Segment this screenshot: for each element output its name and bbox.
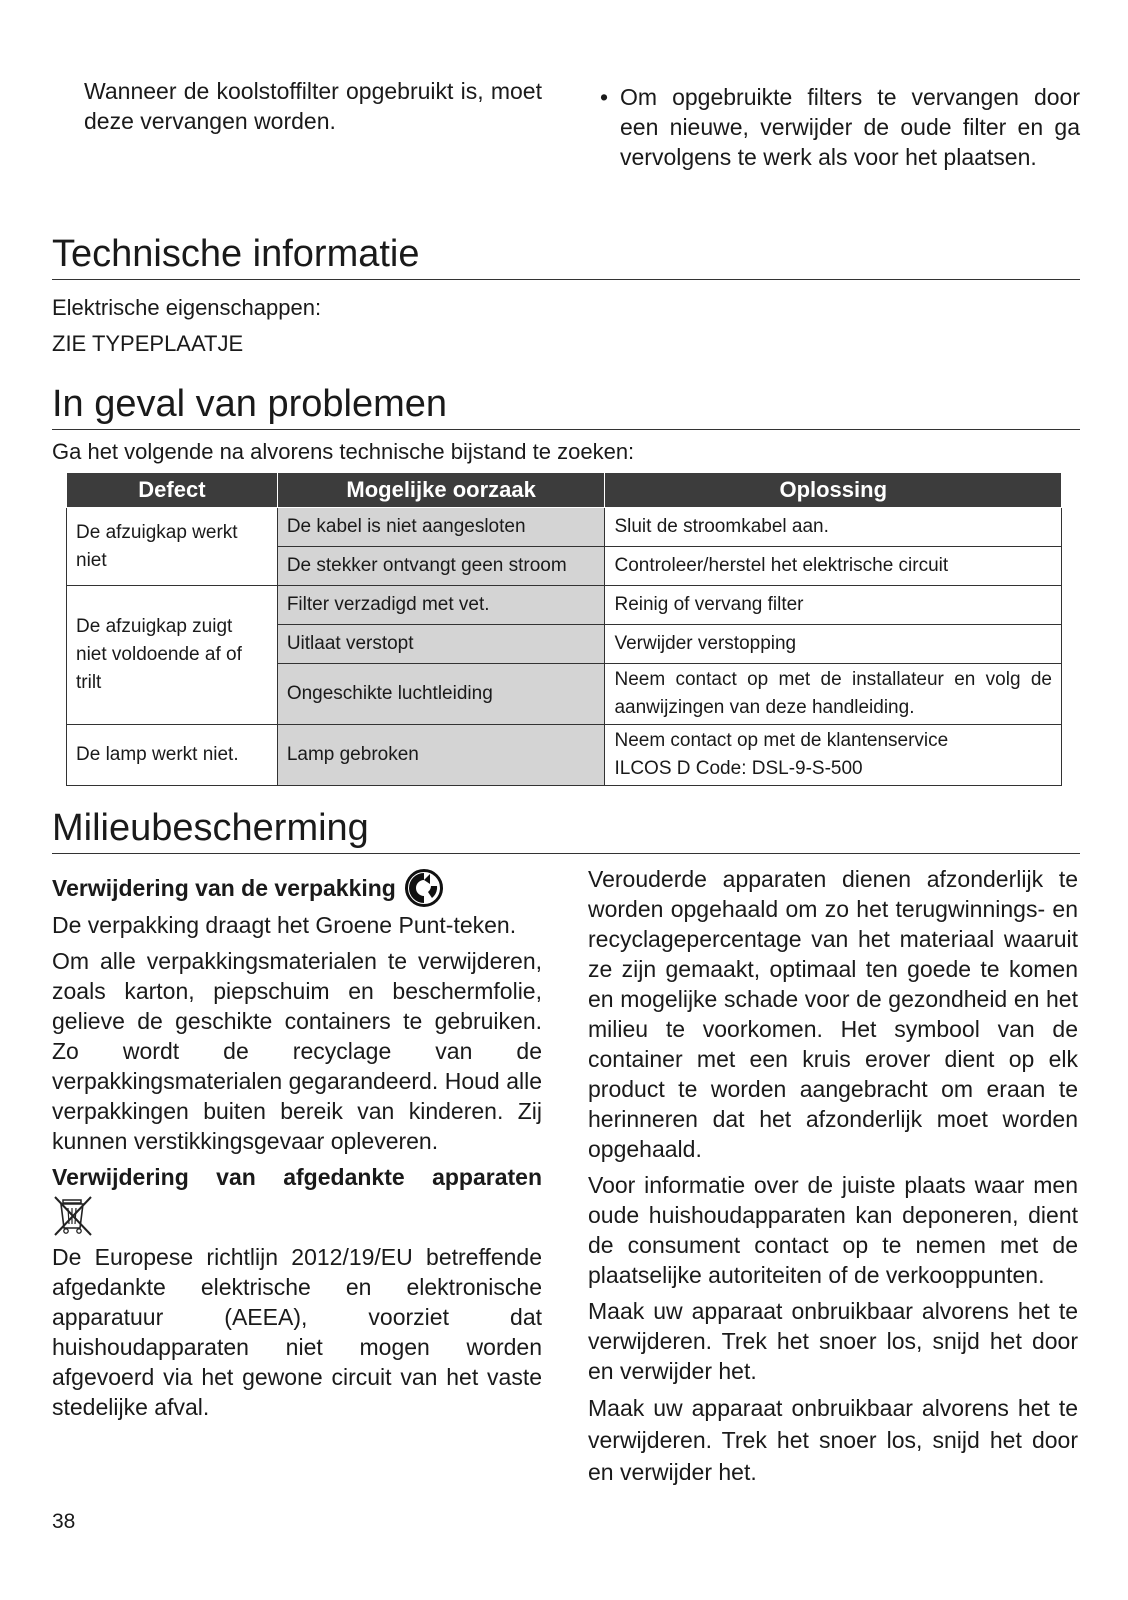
cause-cell: Filter verzadigd met vet.	[277, 586, 605, 625]
packaging-heading-text: Verwijdering van de verpakking	[52, 875, 396, 901]
packaging-paragraph: De verpakking draagt het Groene Punt-teken.	[52, 912, 517, 938]
packaging-paragraph: Om alle verpakkingsmaterialen te verwijderen, zoals karton, piepschuim en beschermfolie, gelieve de geschikte containers te gebruiken. Zo wordt de recyclage van de verpakkingsmaterialen gegarandeerd. Houd alle verpakkingen buiten bereik van kinderen. Zij kunnen verstikkingsgevaar opleveren.	[52, 948, 542, 1154]
column-header-solution: Oplossing	[605, 473, 1062, 508]
table-row	[67, 586, 1062, 625]
cause-cell: Lamp gebroken	[277, 725, 605, 786]
cause-cell: De kabel is niet aangesloten	[277, 508, 605, 547]
disable-appliance-paragraph: Maak uw apparaat onbruikbaar alvorens het te verwijderen. Trek het snoer los, snijd het door en verwijder het.	[588, 1395, 1078, 1485]
section-title-environment: Milieubescherming	[52, 806, 1080, 854]
solution-cell: Neem contact op met de installateur en volg de aanwijzingen van deze handleiding.	[605, 664, 1062, 725]
cause-cell: De stekker ontvangt geen stroom	[277, 547, 605, 586]
recycling-paragraph: Verouderde apparaten dienen afzonderlijk te worden opgehaald om zo het terugwinnings- en recyclagepercentage van het materiaal waaruit ze zijn gemaakt, optimaal ten goede te komen en mogelijke schade voor de gezondheid en het milieu te voorkomen. Het symbool van de container met een kruis erover dient op elk product te worden aangebracht om eraan te herinneren dat het afzonderlijk moet worden opgehaald.	[588, 866, 1078, 1162]
section-title-technical: Technische informatie	[52, 232, 1080, 280]
crossed-bin-icon	[52, 1194, 94, 1238]
solution-cell: Controleer/herstel het elektrische circuit	[605, 547, 1062, 586]
cause-cell: Ongeschikte luchtleiding	[277, 664, 605, 725]
filter-replacement-instruction: Om opgebruikte filters te vervangen door een nieuwe, verwijder de oude filter en ga vervolgens te werk als voor het plaatsen.	[620, 84, 1080, 170]
defect-cell: De afzuigkap werkt niet	[67, 508, 278, 586]
defect-cell: De lamp werkt niet.	[67, 725, 278, 786]
disposal-info-paragraph: Voor informatie over de juiste plaats waar men oude huishoudapparaten kan deponeren, dient de consument contact op te nemen met de plaatselijke autoriteiten of de verkooppunten.	[588, 1172, 1078, 1288]
solution-line: ILCOS D Code: DSL-9-S-500	[614, 758, 863, 779]
appliance-paragraph: De Europese richtlijn 2012/19/EU betreffende afgedankte elektrische en elektronische apparatuur (AEEA), voorziet dat huishoudapparaten niet mogen worden afgevoerd via het gewone circuit van het vaste stedelijke afval.	[52, 1244, 542, 1420]
solution-cell: Reinig of vervang filter	[605, 586, 1062, 625]
solution-cell: Verwijder verstopping	[605, 625, 1062, 664]
solution-line: Neem contact op met de klantenservice	[614, 730, 949, 751]
defect-cell: De afzuigkap zuigt niet voldoende af of trilt	[67, 586, 278, 725]
table-header-row	[67, 473, 1062, 508]
filter-replacement-bullet	[600, 82, 1080, 172]
solution-cell: Sluit de stroomkabel aan.	[605, 508, 1062, 547]
packaging-heading	[52, 868, 542, 908]
troubleshooting-table	[66, 472, 1062, 786]
disable-appliance-paragraph: Maak uw apparaat onbruikbaar alvorens het te verwijderen. Trek het snoer los, snijd het door en verwijder het.	[588, 1298, 1078, 1384]
bullet-marker: •	[600, 84, 609, 110]
environment-left-column	[52, 868, 542, 1428]
electrical-properties-label: Elektrische eigenschappen:	[52, 295, 322, 320]
table-row	[67, 725, 1062, 786]
green-dot-icon	[404, 868, 444, 908]
solution-cell	[605, 725, 1062, 786]
table-row	[67, 508, 1062, 547]
appliance-heading: Verwijdering van afgedankte apparaten	[52, 1164, 542, 1190]
column-header-cause: Mogelijke oorzaak	[277, 473, 605, 508]
environment-right-column	[588, 864, 1078, 1494]
column-header-defect: Defect	[67, 473, 278, 508]
cause-cell: Uitlaat verstopt	[277, 625, 605, 664]
electrical-properties-value: ZIE TYPEPLAATJE	[52, 331, 244, 356]
section-title-problems: In geval van problemen	[52, 382, 1080, 430]
page-number: 38	[52, 1510, 76, 1533]
troubleshooting-intro: Ga het volgende na alvorens technische bijstand te zoeken:	[52, 439, 635, 464]
filter-replacement-note: Wanneer de koolstoffilter opgebruikt is, moet deze vervangen worden.	[84, 78, 542, 134]
